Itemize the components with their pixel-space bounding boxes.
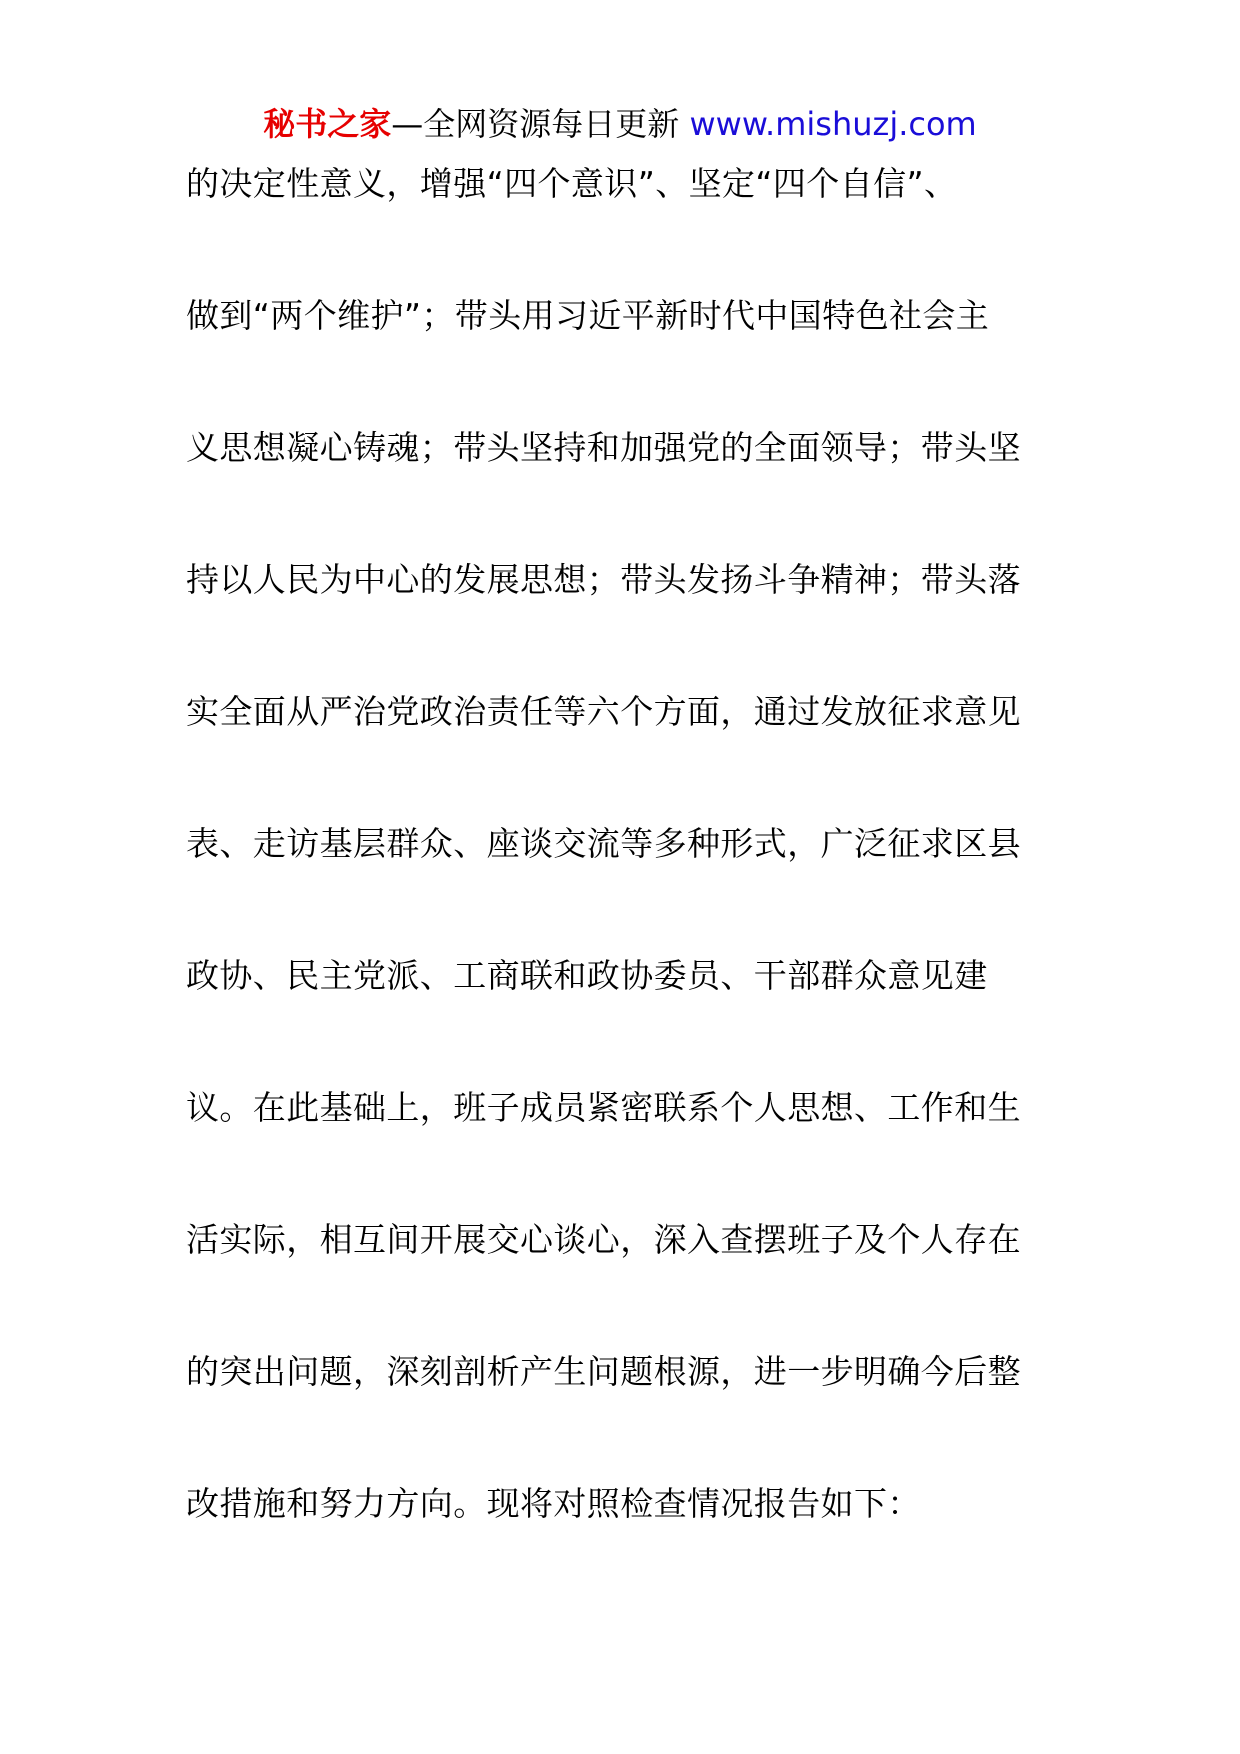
document-body: [186, 164, 1066, 1616]
body-line-3: 义思想凝心铸魂；带头坚持和加强党的全面领导；带头坚: [186, 428, 1021, 467]
header-brand: 秘书之家: [263, 105, 392, 143]
body-line-10: 的突出问题，深刻剖析产生问题根源，进一步明确今后整: [186, 1352, 1021, 1391]
page-header: [0, 102, 1240, 146]
body-line-1: 的决定性意义，增强“四个意识”、坚定“四个自信”、: [186, 164, 958, 203]
header-slogan: —全网资源每日更新: [391, 105, 690, 143]
body-line-6: 表、走访基层群众、座谈交流等多种形式，广泛征求区县: [186, 824, 1021, 863]
body-line-2: 做到“两个维护”；带头用习近平新时代中国特色社会主: [186, 296, 990, 335]
body-line-9: 活实际，相互间开展交心谈心，深入查摆班子及个人存在: [186, 1220, 1021, 1259]
body-line-5: 实全面从严治党政治责任等六个方面，通过发放征求意见: [186, 692, 1021, 731]
body-line-11: 改措施和努力方向。现将对照检查情况报告如下：: [186, 1484, 921, 1523]
body-line-7: 政协、民主党派、工商联和政协委员、干部群众意见建: [186, 956, 988, 995]
body-line-8: 议。在此基础上，班子成员紧密联系个人思想、工作和生: [186, 1088, 1021, 1127]
header-url-link[interactable]: www.mishuzj.com: [689, 105, 977, 143]
body-line-4: 持以人民为中心的发展思想；带头发扬斗争精神；带头落: [186, 560, 1021, 599]
